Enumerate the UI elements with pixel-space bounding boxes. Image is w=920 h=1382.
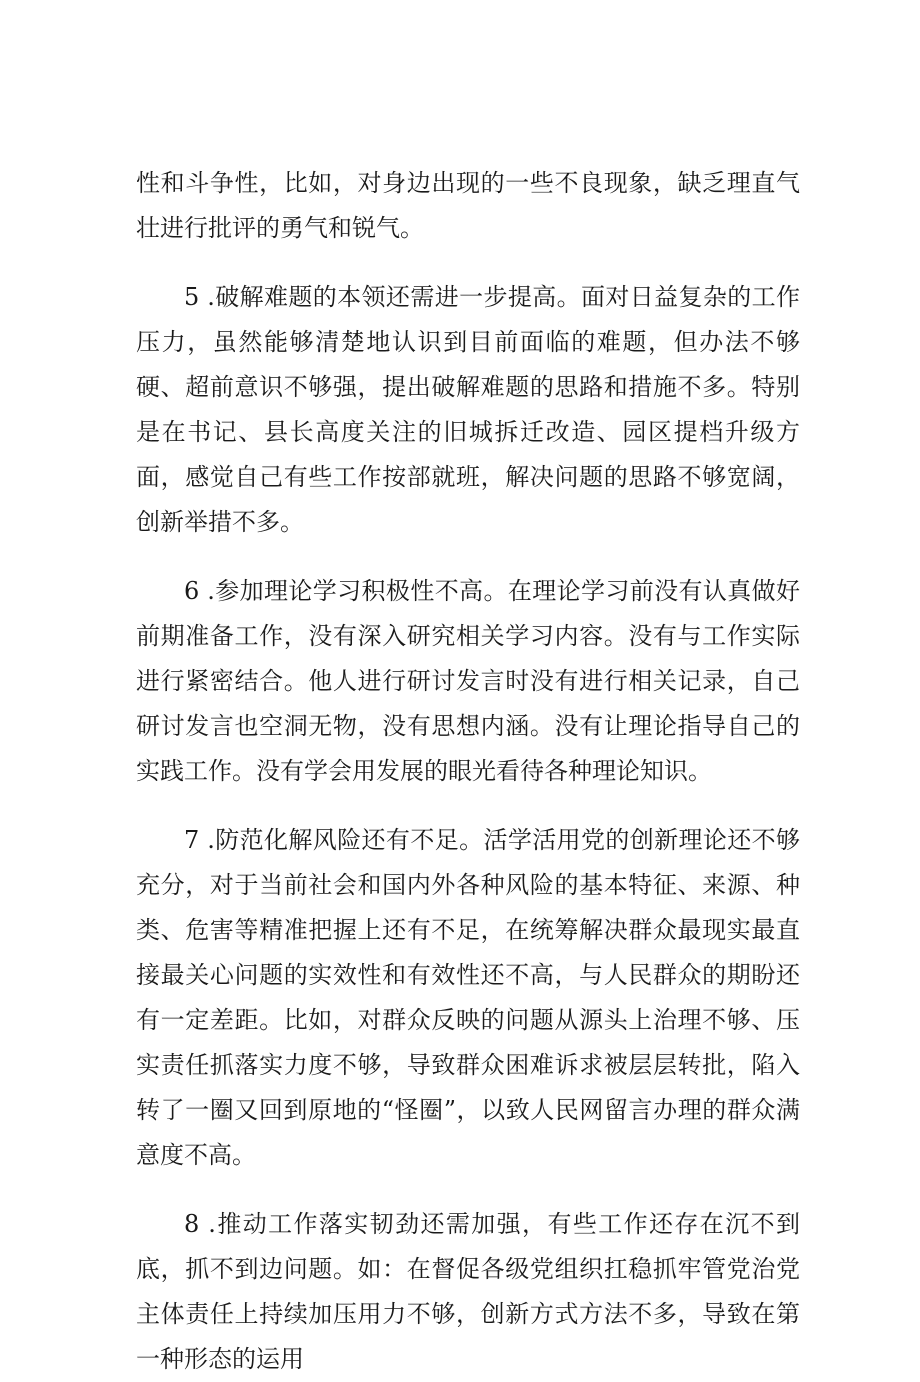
paragraph-item-6: 6 .参加理论学习积极性不高。在理论学习前没有认真做好前期准备工作，没有深入研究相关学习内容。没有与工作实际进行紧密结合。他人进行研讨发言时没有进行相关记录，自己研讨发言也空洞无物，没有思想内涵。没有让理论指导自己的实践工作。没有学会用发展的眼光看待各种理论知识。 <box>136 577 800 785</box>
document-body <box>136 161 800 1382</box>
paragraph-item-7: 7 .防范化解风险还有不足。活学活用党的创新理论还不够充分，对于当前社会和国内外各种风险的基本特征、来源、种类、危害等精准把握上还有不足，在统筹解决群众最现实最直接最关心问题的实效性和有效性还不高，与人民群众的期盼还有一定差距。比如，对群众反映的问题从源头上治理不够、压实责任抓落实力度不够，导致群众困难诉求被层层转批，陷入转了一圈又回到原地的“怪圈”，以致人民网留言办理的群众满意度不高。 <box>136 826 800 1169</box>
paragraph-item-5: 5 .破解难题的本领还需进一步提高。面对日益复杂的工作压力，虽然能够清楚地认识到目前面临的难题，但办法不够硬、超前意识不够强，提出破解难题的思路和措施不多。特别是在书记、县长高度关注的旧城拆迁改造、园区提档升级方面，感觉自己有些工作按部就班，解决问题的思路不够宽阔，创新举措不多。 <box>136 283 800 536</box>
paragraph-continuation: 性和斗争性，比如，对身边出现的一些不良现象，缺乏理直气壮进行批评的勇气和锐气。 <box>136 169 800 242</box>
paragraph-item-8: 8 .推动工作落实韧劲还需加强，有些工作还存在沉不到底，抓不到边问题。如：在督促各级党组织扛稳抓牢管党治党主体责任上持续加压用力不够，创新方式方法不多，导致在第一种形态的运用 <box>136 1210 800 1373</box>
